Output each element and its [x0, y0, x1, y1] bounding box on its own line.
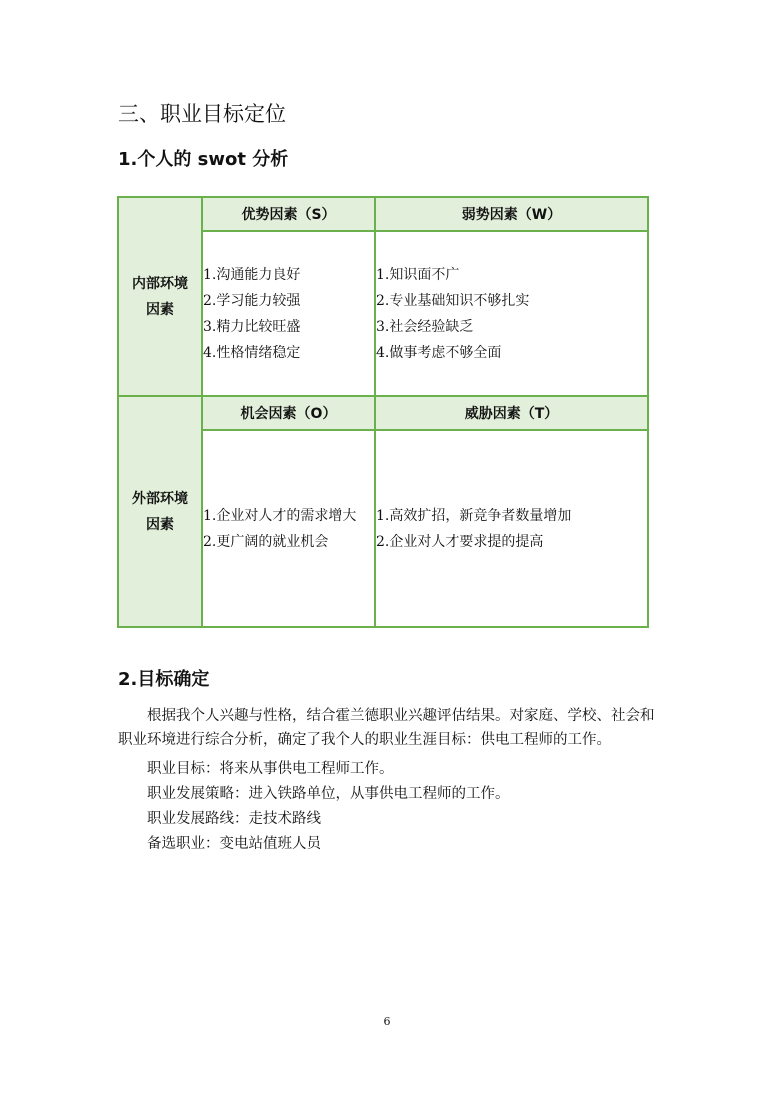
weakness-item: 3.社会经验缺乏: [376, 318, 474, 335]
section-title: 三、职业目标定位: [118, 102, 286, 126]
threats-cell: [375, 430, 648, 627]
strength-item: 2.学习能力较强: [203, 292, 301, 309]
opportunity-item: 2.更广阔的就业机会: [203, 533, 329, 550]
alternative-career: 备选职业：变电站值班人员: [147, 836, 321, 852]
weakness-item: 1.知识面不广: [376, 266, 460, 283]
threat-item: 2.企业对人才要求提的提高: [376, 533, 544, 550]
strength-item: 4.性格情绪稳定: [203, 344, 301, 361]
opportunities-header: 机会因素（O）: [202, 396, 375, 430]
threat-item: 1.高效扩招，新竞争者数量增加: [376, 507, 572, 524]
weakness-item: 2.专业基础知识不够扎实: [376, 292, 530, 309]
career-strategy: 职业发展策略：进入铁路单位，从事供电工程师的工作。: [147, 786, 510, 802]
goal-paragraph: 根据我个人兴趣与性格，结合霍兰德职业兴趣评估结果。对家庭、学校、社会和职业环境进行综合分析，确定了我个人的职业生涯目标：供电工程师的工作。: [118, 708, 655, 748]
subsection-swot-title: 1.个人的 swot 分析: [118, 149, 289, 170]
internal-factors-label: 内部环境因素: [118, 197, 202, 396]
weaknesses-cell: [375, 231, 648, 396]
weakness-item: 4.做事考虑不够全面: [376, 344, 502, 361]
page-number: 6: [383, 1015, 391, 1028]
external-factors-label: 外部环境因素: [118, 396, 202, 627]
career-goal: 职业目标：将来从事供电工程师工作。: [147, 761, 394, 777]
strengths-cell: [202, 231, 375, 396]
swot-table: [117, 196, 649, 628]
opportunities-cell: [202, 430, 375, 627]
strength-item: 1.沟通能力良好: [203, 266, 301, 283]
opportunity-item: 1.企业对人才的需求增大: [203, 507, 357, 524]
strengths-header: 优势因素（S）: [202, 197, 375, 231]
career-path: 职业发展路线：走技术路线: [147, 811, 321, 827]
strength-item: 3.精力比较旺盛: [203, 318, 301, 335]
weaknesses-header: 弱势因素（W）: [375, 197, 648, 231]
threats-header: 威胁因素（T）: [375, 396, 648, 430]
subsection-goal-title: 2.目标确定: [118, 669, 210, 690]
